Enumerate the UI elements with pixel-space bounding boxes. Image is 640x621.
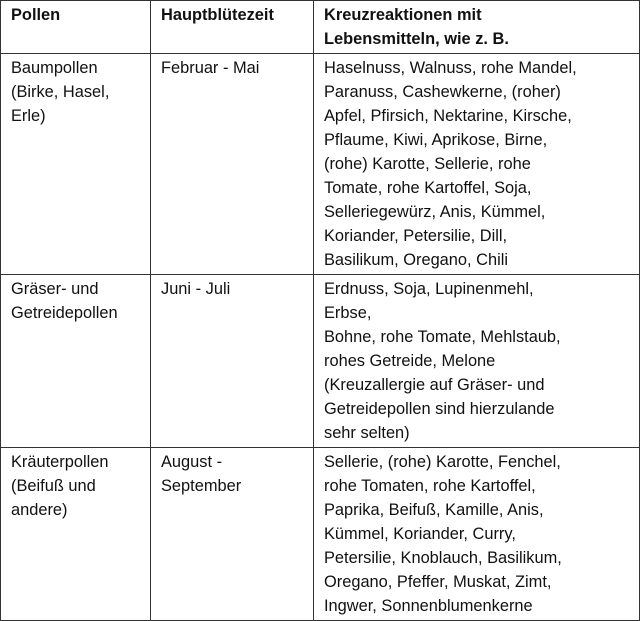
- cell-kreuzreaktionen: Haselnuss, Walnuss, rohe Mandel, Paranuss, Cashewkerne, (roher) Apfel, Pfirsich, Nektarine, Kirsche, Pflaume, Kiwi, Aprikose, Birne, (rohe) Karotte, Sellerie, rohe Tomate, rohe Kartoffel, Soja, Selleriegewürz, Anis, Kümmel, Koriander, Petersilie, Dill, Basilikum, Oregano, Chili: [314, 54, 640, 275]
- table-row: [1, 275, 640, 448]
- header-pollen: Pollen: [1, 1, 151, 54]
- cell-bluetezeit: Juni - Juli: [151, 275, 314, 448]
- cell-pollen: Kräuterpollen (Beifuß und andere): [1, 448, 151, 621]
- cell-kreuzreaktionen: Sellerie, (rohe) Karotte, Fenchel, rohe Tomaten, rohe Kartoffel, Paprika, Beifuß, Kamille, Anis, Kümmel, Koriander, Curry, Petersilie, Knoblauch, Basilikum, Oregano, Pfeffer, Muskat, Zimt, Ingwer, Sonnenblumenkerne: [314, 448, 640, 621]
- table-row: [1, 54, 640, 275]
- cell-kreuzreaktionen: Erdnuss, Soja, Lupinenmehl, Erbse, Bohne, rohe Tomate, Mehlstaub, rohes Getreide, Melone (Kreuzallergie auf Gräser- und Getreidepollen sind hierzulande sehr selten): [314, 275, 640, 448]
- cell-bluetezeit: August - September: [151, 448, 314, 621]
- header-kreuzreaktionen: Kreuzreaktionen mit Lebensmitteln, wie z. B.: [314, 1, 640, 54]
- cell-pollen: Gräser- und Getreidepollen: [1, 275, 151, 448]
- header-bluetezeit: Hauptblütezeit: [151, 1, 314, 54]
- table-header-row: [1, 1, 640, 54]
- cell-pollen: Baumpollen (Birke, Hasel, Erle): [1, 54, 151, 275]
- cell-bluetezeit: Februar - Mai: [151, 54, 314, 275]
- table-row: [1, 448, 640, 621]
